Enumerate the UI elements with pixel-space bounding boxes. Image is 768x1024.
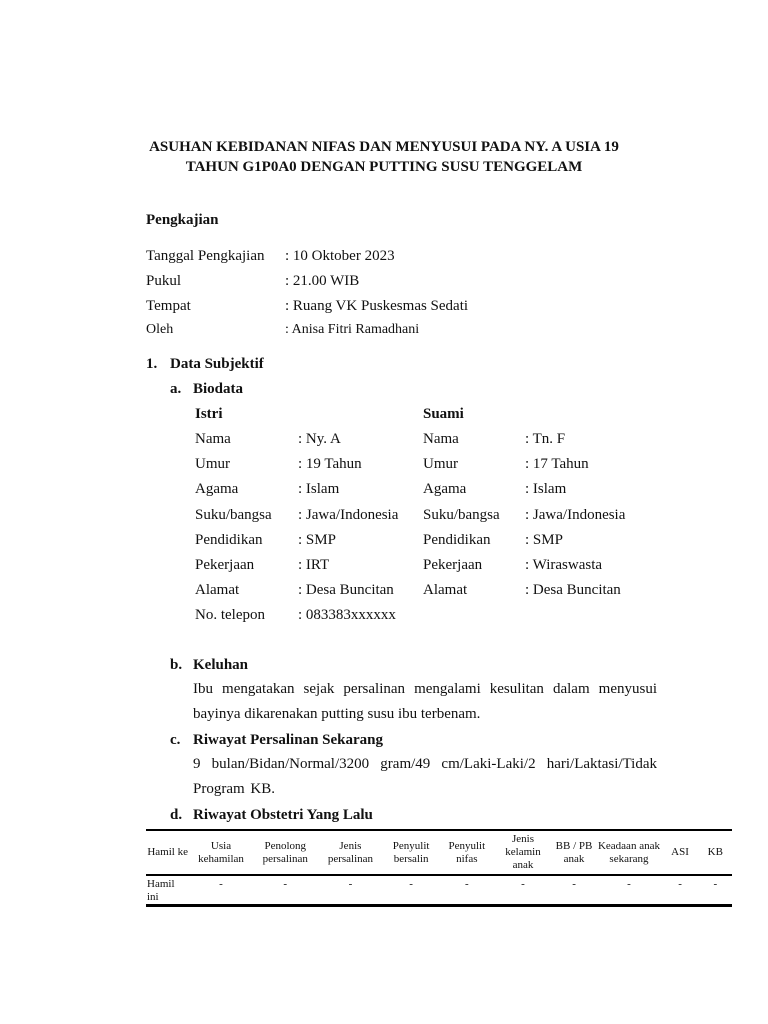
istri-value: : Islam <box>298 481 340 497</box>
table-cell: - <box>189 875 252 906</box>
table-row <box>146 875 732 906</box>
table-cell: - <box>552 875 597 906</box>
suami-value: : Desa Buncitan <box>525 582 621 598</box>
table-cell: - <box>661 875 698 906</box>
column-header: KB <box>699 830 732 875</box>
suami-value: : SMP <box>525 532 563 548</box>
table-cell: - <box>318 875 383 906</box>
column-header: Usia kehamilan <box>189 830 252 875</box>
table-cell: Hamil ini <box>146 875 189 906</box>
subsection-heading: Riwayat Persalinan Sekarang <box>193 732 384 748</box>
suami-label: Nama <box>423 431 459 447</box>
suami-label: Pekerjaan <box>423 557 483 573</box>
istri-value: : 083383xxxxxx <box>298 607 396 623</box>
suami-label: Agama <box>423 481 467 497</box>
istri-label: Pekerjaan <box>195 557 255 573</box>
column-header: ASI <box>661 830 698 875</box>
subsection-letter: b. <box>170 657 183 673</box>
document-title: ASUHAN KEBIDANAN NIFAS DAN MENYUSUI PADA NY. A USIA 19 TAHUN G1P0A0 DENGAN PUTTING SUSU TENGGELAM <box>149 139 619 175</box>
suami-value: : Islam <box>525 481 567 497</box>
pengkajian-heading: Pengkajian <box>146 212 219 228</box>
istri-label: Nama <box>195 431 231 447</box>
pengkajian-label: Tempat <box>146 298 191 314</box>
istri-label: Alamat <box>195 582 240 598</box>
istri-value: : 19 Tahun <box>298 456 362 472</box>
pengkajian-label: Pukul <box>146 273 182 289</box>
keluhan-text: Ibu mengatakan sejak persalinan mengalami kesulitan dalam menyusui bayinya dikarenakan putting susu ibu terbenam. <box>193 681 657 722</box>
suami-label: Umur <box>423 456 458 472</box>
istri-value: : IRT <box>298 557 330 573</box>
subsection-heading: Keluhan <box>193 657 249 673</box>
pengkajian-value: : Ruang VK Puskesmas Sedati <box>285 298 469 314</box>
section-heading: Data Subjektif <box>170 356 264 372</box>
subsection-heading: Riwayat Obstetri Yang Lalu <box>193 807 373 823</box>
suami-label: Alamat <box>423 582 468 598</box>
table-cell: - <box>699 875 732 906</box>
column-header: Hamil ke <box>146 830 189 875</box>
suami-heading: Suami <box>423 406 464 422</box>
istri-label: Pendidikan <box>195 532 263 548</box>
column-header: Jenis kelamin anak <box>494 830 551 875</box>
column-header: Jenis persalinan <box>318 830 383 875</box>
pengkajian-value: : 21.00 WIB <box>285 273 360 289</box>
istri-label: Umur <box>195 456 230 472</box>
table-header-row <box>146 830 732 875</box>
suami-value: : Jawa/Indonesia <box>525 507 626 523</box>
column-header: Penyulit nifas <box>439 830 494 875</box>
pengkajian-label: Tanggal Pengkajian <box>146 248 265 264</box>
suami-label: Suku/bangsa <box>423 507 500 523</box>
column-header: Penolong persalinan <box>253 830 318 875</box>
istri-heading: Istri <box>195 406 223 422</box>
pengkajian-value: : Anisa Fitri Ramadhani <box>285 322 420 337</box>
istri-label: Agama <box>195 481 239 497</box>
istri-label: No. telepon <box>195 607 265 623</box>
subsection-letter: a. <box>170 381 182 397</box>
istri-value: : SMP <box>298 532 336 548</box>
riwayat-persalinan-text: 9 bulan/Bidan/Normal/3200 gram/49 cm/Laki-Laki/2 hari/Laktasi/Tidak Program KB. <box>193 756 657 797</box>
table-cell: - <box>494 875 551 906</box>
suami-label: Pendidikan <box>423 532 491 548</box>
istri-label: Suku/bangsa <box>195 507 272 523</box>
subsection-letter: c. <box>170 732 181 748</box>
obstetric-history-table <box>146 829 732 907</box>
suami-value: : Tn. F <box>525 431 566 447</box>
pengkajian-label: Oleh <box>146 322 174 337</box>
subsection-heading: Biodata <box>193 381 244 397</box>
pengkajian-value: : 10 Oktober 2023 <box>285 248 395 264</box>
column-header: Penyulit bersalin <box>383 830 439 875</box>
istri-value: : Ny. A <box>298 431 341 447</box>
table-cell: - <box>253 875 318 906</box>
table-cell: - <box>597 875 662 906</box>
column-header: BB / PB anak <box>552 830 597 875</box>
table-cell: - <box>383 875 439 906</box>
subsection-letter: d. <box>170 807 183 823</box>
table-cell: - <box>439 875 494 906</box>
istri-value: : Desa Buncitan <box>298 582 394 598</box>
section-number: 1. <box>146 356 158 372</box>
suami-value: : 17 Tahun <box>525 456 589 472</box>
suami-value: : Wiraswasta <box>525 557 603 573</box>
column-header: Keadaan anak sekarang <box>597 830 662 875</box>
istri-value: : Jawa/Indonesia <box>298 507 399 523</box>
